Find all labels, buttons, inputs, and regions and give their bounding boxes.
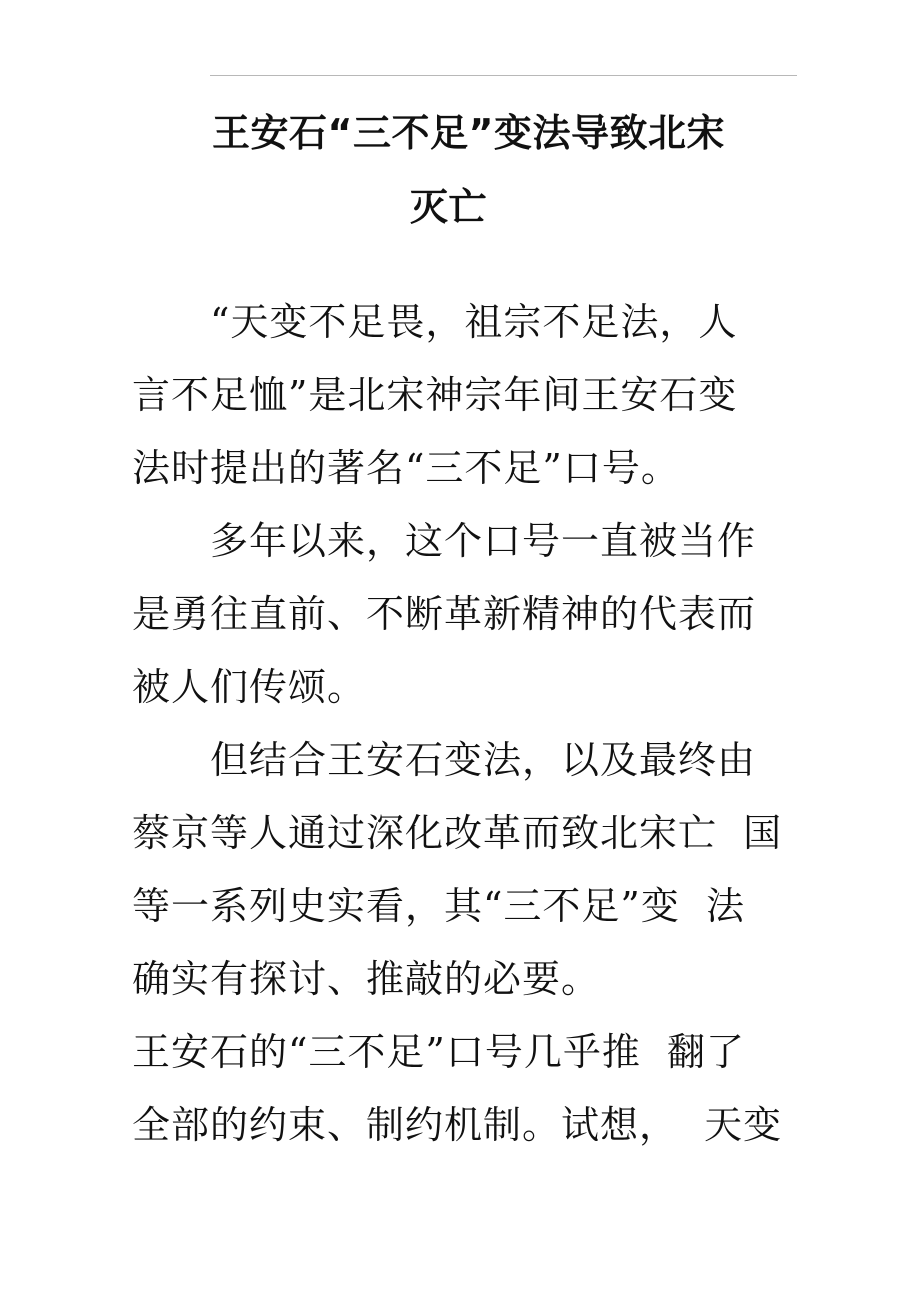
- paragraph-line: “天变不足畏，祖宗不足法，人: [210, 300, 738, 344]
- paragraph-line: 被人们传颂。: [132, 665, 367, 709]
- paragraph-3: [132, 724, 812, 1016]
- title-line-2: 灭亡: [410, 185, 488, 229]
- header-rule: [210, 75, 797, 76]
- paragraph-line: 蔡京等人通过深化改革而致北宋亡 国: [132, 811, 783, 855]
- paragraph-line: 法时提出的著名“三不足”口号。: [132, 446, 680, 490]
- title-line-1: 王安石“三不足”变法导致北宋: [212, 111, 725, 155]
- paragraph-line: 等一系列史实看，其“三不足”变 法: [132, 884, 746, 928]
- paragraph-line: 是勇往直前、不断革新精神的代表而: [132, 592, 757, 636]
- paragraph-line: 全部的约束、制约机制。试想， 天变: [132, 1103, 783, 1147]
- paragraph-2: [132, 505, 812, 724]
- paragraph-4: [132, 1016, 812, 1162]
- paragraph-line: 王安石的“三不足”口号几乎推 翻了: [132, 1030, 746, 1074]
- paragraph-line: 但结合王安石变法，以及最终由: [210, 738, 757, 782]
- paragraph-1: [132, 286, 812, 505]
- document-body: [132, 286, 812, 1162]
- paragraph-line: 确实有探讨、推敲的必要。: [132, 957, 601, 1001]
- paragraph-line: 言不足恤”是北宋神宗年间王安石变: [132, 373, 738, 417]
- paragraph-line: 多年以来，这个口号一直被当作: [210, 519, 757, 563]
- document-title: [160, 96, 840, 244]
